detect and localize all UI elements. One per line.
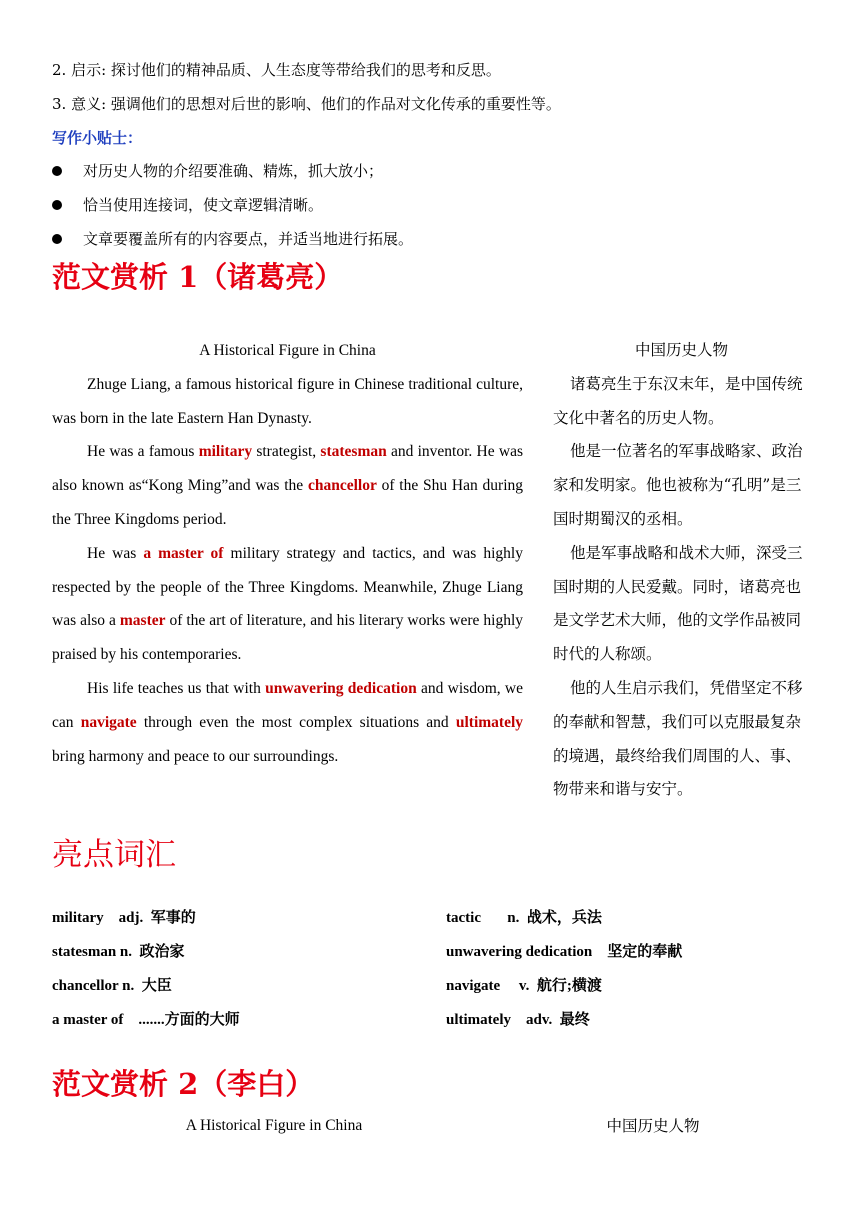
highlighted-word: ultimately	[455, 713, 524, 731]
essay-paragraph-chinese: 他的人生启示我们，凭借坚定不移的奉献和智慧，我们可以克服最复杂的境遇，最终给我们周围的人、事、物带来和谐与安宁。	[553, 678, 803, 799]
intro-line-3: 3. 意义: 强调他们的思想对后世的影响、他们的作品对文化传承的重要性等。	[52, 95, 561, 113]
section2-heading: 范文赏析 2（李白）	[52, 1067, 315, 1101]
tip-item: 文章要覆盖所有的内容要点，并适当地进行拓展。	[83, 230, 414, 248]
essay-paragraph-english	[52, 368, 523, 436]
section1-heading: 范文赏析 1（诸葛亮）	[52, 260, 344, 294]
essay-chinese	[553, 334, 810, 807]
tip-item: 恰当使用连接词，使文章逻辑清晰。	[83, 196, 324, 214]
vocab-item: navigate v. 航行;横渡	[446, 978, 602, 994]
vocab-heading: 亮点词汇	[52, 837, 176, 873]
essay-paragraph-chinese: 他是军事战略和战术大师，深受三国时期的人民爱戴。同时，诸葛亮也是文学艺术大师，他的文学作品被同时代的人称颂。	[553, 543, 803, 664]
highlighted-word: military	[198, 443, 253, 461]
tip-item: 对历史人物的介绍要准确、精炼，抓大放小；	[83, 162, 384, 180]
paragraph-text: and inventor. He was also known as“Kong Ming”and was the	[52, 443, 523, 495]
essay-english	[52, 334, 523, 773]
paragraph-text: military strategy and tactics, and was highly respected by the people of the Three Kingdoms. Meanwhile, Zhuge Liang was also a	[52, 544, 523, 630]
vocab-item: chancellor n. 大臣	[52, 978, 172, 994]
paragraph-text: He was a famous	[87, 443, 199, 461]
essay-paragraph-english	[52, 435, 523, 536]
paragraph-text: and wisdom, we can	[52, 679, 524, 731]
bullet-icon	[52, 166, 62, 176]
essay-paragraph-chinese: 他是一位著名的军事战略家、政治家和发明家。他也被称为“孔明”是三国时期蜀汉的丞相。	[553, 442, 803, 528]
highlighted-word: a master of	[143, 544, 224, 562]
paragraph-text: bring harmony and peace to our surroundings.	[52, 747, 339, 765]
highlighted-word: unwavering dedication	[265, 679, 417, 697]
vocab-item: a master of .......方面的大师	[52, 1012, 240, 1028]
highlighted-word: master	[119, 612, 166, 630]
paragraph-text: of the art of literature, and his literary works were highly praised by his contemporaries.	[52, 612, 523, 664]
intro-line-2: 2. 启示: 探讨他们的精神品质、人生态度等带给我们的思考和反思。	[52, 61, 501, 79]
vocab-item: statesman n. 政治家	[52, 944, 185, 960]
vocab-item: ultimately adv. 最终	[446, 1012, 590, 1028]
essay-paragraph-chinese: 诸葛亮生于东汉末年，是中国传统文化中著名的历史人物。	[553, 374, 803, 427]
bullet-icon	[52, 234, 62, 244]
paragraph-text: His life teaches us that with	[87, 679, 266, 697]
tips-title: 写作小贴士：	[52, 129, 143, 147]
highlighted-word: statesman	[320, 443, 387, 461]
essay-title-english: A Historical Figure in China	[199, 342, 376, 359]
vocab-item: military adj. 军事的	[52, 910, 196, 926]
essay-paragraph-english	[52, 537, 523, 672]
paragraph-text: through even the most complex situations and	[136, 713, 456, 731]
paragraph-text: Zhuge Liang, a famous historical figure in Chinese traditional culture, was born in the late Eastern Han Dynasty.	[52, 375, 523, 427]
vocab-item: unwavering dedication 坚定的奉献	[446, 944, 683, 960]
essay2-title-chinese: 中国历史人物	[606, 1117, 700, 1135]
essay2-title-english: A Historical Figure in China	[185, 1117, 363, 1134]
essay-title-chinese: 中国历史人物	[634, 341, 728, 359]
highlighted-word: navigate	[80, 713, 137, 731]
paragraph-text: of the Shu Han during the Three Kingdoms period.	[52, 477, 523, 528]
paragraph-text: He was	[87, 544, 144, 562]
highlighted-word: chancellor	[307, 477, 377, 495]
vocab-item: tactic n. 战术，兵法	[446, 910, 602, 926]
essay-paragraph-english	[52, 672, 523, 773]
bullet-icon	[52, 200, 62, 210]
paragraph-text: strategist,	[252, 443, 321, 461]
